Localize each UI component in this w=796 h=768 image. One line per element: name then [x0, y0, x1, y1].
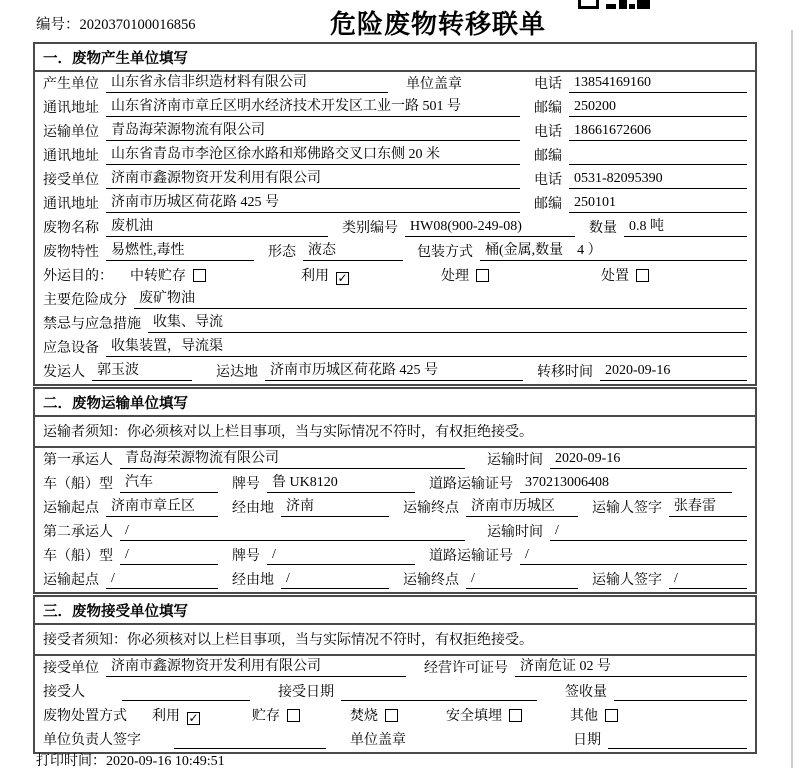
vehicle-type2-value: /: [120, 545, 218, 565]
end2-value: /: [466, 569, 578, 589]
row-main-hazard: [35, 288, 755, 312]
doc-number-label: 编号：: [36, 17, 80, 33]
transport-time1-label: 运输时间: [487, 453, 543, 468]
purpose-option-utilize: [301, 265, 349, 285]
disposal-option-other: [570, 705, 618, 725]
head-signature-label: 单位负责人签字: [43, 733, 141, 748]
checkbox-disposal-landfill: [509, 709, 522, 722]
destination-value: 济南市历城区荷花路 425 号: [265, 361, 523, 381]
transfer-time-label: 转移时间: [537, 365, 593, 380]
row-receiver-address: [35, 192, 755, 216]
purpose-dispose-label: 处置: [601, 269, 629, 284]
row-first-carrier: [35, 448, 755, 472]
receiver-unit-label: 接受单位: [43, 173, 99, 188]
print-time-value: 2020-09-16 10:49:51: [106, 754, 225, 768]
head-signature-value: [174, 748, 326, 749]
section-producer-title: 一．废物产生单位填写: [35, 44, 755, 72]
end1-label: 运输终点: [403, 501, 459, 516]
row-waste-name: [35, 216, 755, 240]
road-permit2-label: 道路运输证号: [429, 549, 513, 564]
disposal-incinerate-label: 焚烧: [350, 709, 378, 724]
transporter-notice: 运输者须知：你必须核对以上栏目事项，当与实际情况不符时，有权拒绝接受。: [35, 417, 755, 448]
row-receiver-unit: [35, 168, 755, 192]
waste-code-label: 类别编号: [342, 221, 398, 236]
manifest-form: [33, 42, 757, 754]
sign2-value: /: [669, 569, 747, 589]
disposal-option-utilize: [152, 705, 200, 725]
row-transfer-purpose: [35, 264, 755, 288]
unit-seal-label-2: 单位盖章: [350, 733, 406, 748]
main-hazard-label: 主要危险成分: [43, 293, 127, 308]
purpose-option-treat: [441, 265, 489, 285]
unit-seal-label: 单位盖章: [406, 77, 462, 92]
receive-person-value: [122, 700, 250, 701]
section-receiver: [33, 595, 757, 754]
producer-address-value: 山东省济南市章丘区明水经济技术开发区工业一路 501 号: [106, 97, 520, 117]
disposal-other-label: 其他: [570, 709, 598, 724]
origin1-value: 济南市章丘区: [106, 497, 218, 517]
sign2-label: 运输人签字: [592, 573, 662, 588]
producer-phone-label: 电话: [534, 77, 562, 92]
doc-number: [36, 13, 196, 34]
waste-character-label: 废物特性: [43, 245, 99, 260]
purpose-option-transfer-storage: [130, 265, 206, 285]
transporter-address-value: 山东省青岛市李沧区徐水路和郑佛路交叉口东侧 20 米: [106, 145, 520, 165]
disposal-method-label: 废物处置方式: [43, 709, 127, 724]
purpose-transfer-storage-label: 中转贮存: [130, 269, 186, 284]
transport-time2-label: 运输时间: [487, 525, 543, 540]
vehicle-type1-value: 汽车: [120, 473, 218, 493]
checkbox-disposal-utilize: ✓: [188, 711, 199, 725]
waste-form-label: 形态: [268, 245, 296, 260]
second-carrier-label: 第二承运人: [43, 525, 113, 540]
waste-pack-label: 包装方式: [417, 245, 473, 260]
checkbox-utilize: ✓: [337, 271, 348, 285]
via2-value: /: [281, 569, 389, 589]
via2-label: 经由地: [232, 573, 274, 588]
receive-person-label: 接受人: [43, 685, 85, 700]
main-hazard-value: 废矿物油: [134, 289, 747, 309]
receive-unit-label: 接受单位: [43, 661, 99, 676]
purpose-utilize-label: 利用: [301, 269, 329, 284]
waste-form-value: 液态: [303, 241, 403, 261]
destination-label: 运达地: [216, 365, 258, 380]
waste-name-label: 废物名称: [43, 221, 99, 236]
receiver-address-value: 济南市历城区荷花路 425 号: [106, 193, 520, 213]
transporter-phone-label: 电话: [534, 125, 562, 140]
origin2-value: /: [106, 569, 218, 589]
license-label: 经营许可证号: [424, 661, 508, 676]
waste-pack-value: 桶(金属,数量 4 ）: [480, 241, 747, 261]
date-label: 日期: [573, 733, 601, 748]
producer-phone-value: 13854169160: [569, 73, 747, 93]
emergency-equipment-value: 收集装置，导流渠: [106, 337, 747, 357]
row-receive-unit: [35, 656, 755, 680]
transporter-zip-label: 邮编: [534, 149, 562, 164]
origin1-label: 运输起点: [43, 501, 99, 516]
section-transporter-title: 二．废物运输单位填写: [35, 389, 755, 417]
road-permit1-label: 道路运输证号: [429, 477, 513, 492]
sign1-label: 运输人签字: [592, 501, 662, 516]
producer-zip-value: 250200: [569, 97, 747, 117]
via1-value: 济南: [281, 497, 389, 517]
checkbox-treat: [476, 269, 489, 282]
sign1-value: 张春雷: [669, 497, 747, 517]
checkbox-transfer-storage: [193, 269, 206, 282]
row-head-signature: [35, 728, 755, 752]
transporter-address-label: 通讯地址: [43, 149, 99, 164]
page-edge-line: [791, 30, 793, 768]
plate2-value: /: [267, 545, 415, 565]
plate1-value: 鲁 UK8120: [267, 473, 415, 493]
purpose-treat-label: 处理: [441, 269, 469, 284]
receiver-zip-value: 250101: [569, 193, 747, 213]
receiver-address-label: 通讯地址: [43, 197, 99, 212]
road-permit2-value: /: [520, 545, 747, 565]
producer-unit-label: 产生单位: [43, 77, 99, 92]
row-route1: [35, 496, 755, 520]
waste-qty-label: 数量: [589, 221, 617, 236]
section-receiver-title: 三．废物接受单位填写: [35, 597, 755, 625]
row-waste-character: [35, 240, 755, 264]
waste-name-value: 废机油: [106, 217, 328, 237]
producer-zip-label: 邮编: [534, 101, 562, 116]
row-shipper: [35, 360, 755, 384]
checkbox-disposal-store: [287, 709, 300, 722]
row-vehicle2: [35, 544, 755, 568]
row-second-carrier: [35, 520, 755, 544]
shipper-value: 郭玉波: [92, 361, 192, 381]
origin2-label: 运输起点: [43, 573, 99, 588]
transporter-unit-label: 运输单位: [43, 125, 99, 140]
emergency-equipment-label: 应急设备: [43, 341, 99, 356]
receipt-qty-label: 签收量: [565, 685, 607, 700]
disposal-option-incinerate: [350, 705, 398, 725]
print-time: [36, 750, 225, 768]
taboo-measures-label: 禁忌与应急措施: [43, 317, 141, 332]
end2-label: 运输终点: [403, 573, 459, 588]
via1-label: 经由地: [232, 501, 274, 516]
date-value: [608, 748, 747, 749]
row-emergency-equipment: [35, 336, 755, 360]
qr-code-fragment-icon: [578, 0, 650, 9]
disposal-utilize-label: 利用: [152, 709, 180, 724]
doc-number-value: 2020370100016856: [79, 17, 196, 33]
transfer-purpose-label: 外运目的：: [43, 269, 113, 284]
purpose-option-dispose: [601, 265, 649, 285]
license-value: 济南危证 02 号: [515, 657, 747, 677]
second-carrier-value: /: [120, 521, 465, 541]
disposal-option-landfill: [446, 705, 522, 725]
row-vehicle1: [35, 472, 755, 496]
row-transporter-address: [35, 144, 755, 168]
row-receive-person: [35, 680, 755, 704]
row-route2: [35, 568, 755, 592]
doc-title: 危险废物转移联单: [330, 9, 547, 39]
transport-time2-value: /: [550, 521, 747, 541]
receiver-phone-label: 电话: [534, 173, 562, 188]
disposal-store-label: 贮存: [252, 709, 280, 724]
transfer-time-value: 2020-09-16: [600, 361, 747, 381]
shipper-label: 发运人: [43, 365, 85, 380]
vehicle-type1-label: 车（船）型: [43, 477, 113, 492]
waste-qty-value: 0.8 吨: [624, 217, 747, 237]
road-permit1-value: 370213006408: [520, 473, 732, 493]
receiver-unit-value: 济南市鑫源物资开发利用有限公司: [106, 169, 520, 189]
row-producer-address: [35, 96, 755, 120]
receive-unit-value: 济南市鑫源物资开发利用有限公司: [106, 657, 406, 677]
checkbox-disposal-other: [605, 709, 618, 722]
checkbox-disposal-incinerate: [385, 709, 398, 722]
taboo-measures-value: 收集、导流: [148, 313, 747, 333]
disposal-landfill-label: 安全填埋: [446, 709, 502, 724]
row-disposal-method: [35, 704, 755, 728]
plate1-label: 牌号: [232, 477, 260, 492]
plate2-label: 牌号: [232, 549, 260, 564]
receive-date-label: 接受日期: [278, 685, 334, 700]
receipt-qty-value: [614, 700, 747, 701]
end1-value: 济南市历城区: [466, 497, 578, 517]
receive-date-value: [341, 700, 537, 701]
checkbox-dispose: [636, 269, 649, 282]
row-producer-unit: [35, 72, 755, 96]
waste-code-value: HW08(900-249-08): [405, 217, 575, 237]
first-carrier-label: 第一承运人: [43, 453, 113, 468]
transporter-zip-value: [569, 164, 747, 165]
disposal-option-store: [252, 705, 300, 725]
first-carrier-value: 青岛海荣源物流有限公司: [120, 449, 465, 469]
transporter-phone-value: 18661672606: [569, 121, 747, 141]
receiver-notice: 接受者须知：你必须核对以上栏目事项，当与实际情况不符时，有权拒绝接受。: [35, 625, 755, 656]
receiver-zip-label: 邮编: [534, 197, 562, 212]
section-transporter: [33, 387, 757, 594]
row-taboo-measures: [35, 312, 755, 336]
receiver-phone-value: 0531-82095390: [569, 169, 747, 189]
transport-time1-value: 2020-09-16: [550, 449, 747, 469]
document-header: [0, 0, 796, 40]
producer-address-label: 通讯地址: [43, 101, 99, 116]
transporter-unit-value: 青岛海荣源物流有限公司: [106, 121, 520, 141]
section-producer: [33, 42, 757, 386]
row-transporter-unit: [35, 120, 755, 144]
waste-character-value: 易燃性,毒性: [106, 241, 254, 261]
print-time-label: 打印时间：: [36, 754, 106, 768]
producer-unit-value: 山东省永信非织造材料有限公司: [106, 73, 388, 93]
vehicle-type2-label: 车（船）型: [43, 549, 113, 564]
